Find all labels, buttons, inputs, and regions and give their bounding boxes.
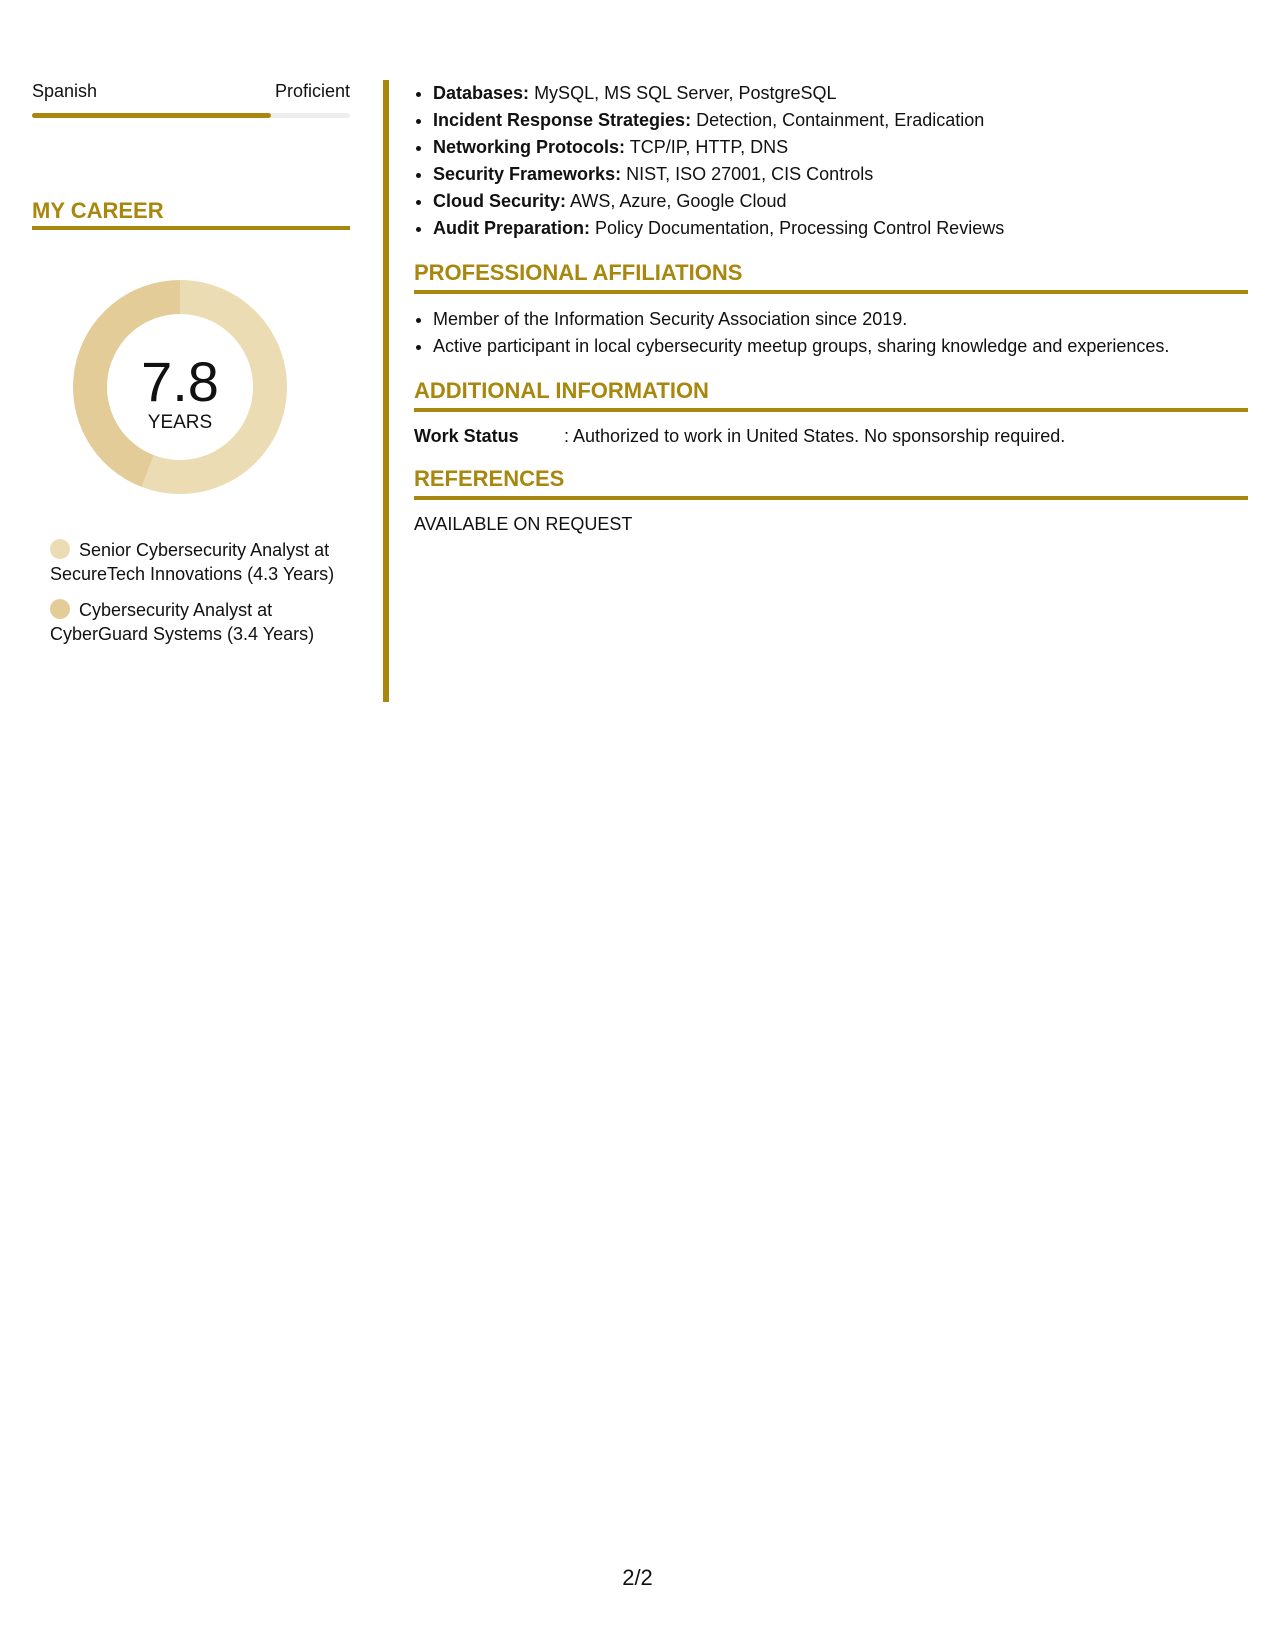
legend-item	[50, 538, 340, 586]
work-status-row	[414, 424, 1248, 448]
additional-info-heading: ADDITIONAL INFORMATION	[414, 378, 1248, 412]
affiliations-list	[414, 306, 1248, 360]
skill-label: Cloud Security:	[433, 191, 567, 211]
language-level: Proficient	[274, 81, 350, 101]
skill-label: Networking Protocols:	[433, 137, 626, 157]
right-column	[414, 80, 1248, 536]
career-total-value: 7.8	[141, 350, 219, 413]
skill-value: NIST, ISO 27001, CIS Controls	[626, 164, 874, 184]
skill-item	[433, 215, 1248, 242]
language-row	[32, 80, 350, 102]
legend-label: Cybersecurity Analyst at CyberGuard Systems (3.4 Years)	[50, 600, 315, 644]
career-total-unit: YEARS	[147, 412, 213, 433]
skill-item	[433, 161, 1248, 188]
work-status-label: Work Status	[414, 426, 519, 446]
skill-item	[433, 134, 1248, 161]
skill-item	[433, 107, 1248, 134]
affiliations-heading: PROFESSIONAL AFFILIATIONS	[414, 260, 1248, 294]
page-number: 2/2	[622, 1565, 653, 1590]
skill-value: MySQL, MS SQL Server, PostgreSQL	[534, 83, 837, 103]
skill-item	[433, 188, 1248, 215]
skill-value: AWS, Azure, Google Cloud	[570, 191, 787, 211]
skill-label: Audit Preparation:	[433, 218, 591, 238]
skill-value: Detection, Containment, Eradication	[696, 110, 985, 130]
skill-label: Incident Response Strategies:	[433, 110, 692, 130]
legend-item	[50, 598, 340, 646]
legend-dot-icon	[50, 599, 70, 619]
column-divider	[383, 80, 389, 702]
skill-label: Security Frameworks:	[433, 164, 622, 184]
language-proficiency-fill	[32, 113, 271, 118]
career-legend	[50, 538, 340, 646]
legend-label: Senior Cybersecurity Analyst at SecureTech Innovations (4.3 Years)	[50, 540, 335, 584]
skills-list	[414, 80, 1248, 242]
legend-dot-icon	[50, 539, 70, 559]
affiliation-item: • Active participant in local cybersecurity meetup groups, sharing knowledge and experiences.	[433, 333, 1248, 360]
work-status-value: : Authorized to work in United States. No sponsorship required.	[564, 426, 1066, 446]
skill-item	[433, 80, 1248, 107]
skill-value: Policy Documentation, Processing Control Reviews	[595, 218, 1005, 238]
language-name: Spanish	[32, 81, 98, 101]
donut-center	[67, 274, 293, 500]
left-column	[32, 80, 350, 658]
career-donut-chart	[67, 274, 293, 500]
affiliation-item: • Member of the Information Security Association since 2019.	[433, 306, 1248, 333]
skill-label: Databases:	[433, 83, 530, 103]
references-text: AVAILABLE ON REQUEST	[414, 514, 633, 534]
language-proficiency-bar	[32, 113, 350, 118]
skill-value: TCP/IP, HTTP, DNS	[629, 137, 789, 157]
references-heading: REFERENCES	[414, 466, 1248, 500]
career-heading: MY CAREER	[32, 198, 350, 230]
